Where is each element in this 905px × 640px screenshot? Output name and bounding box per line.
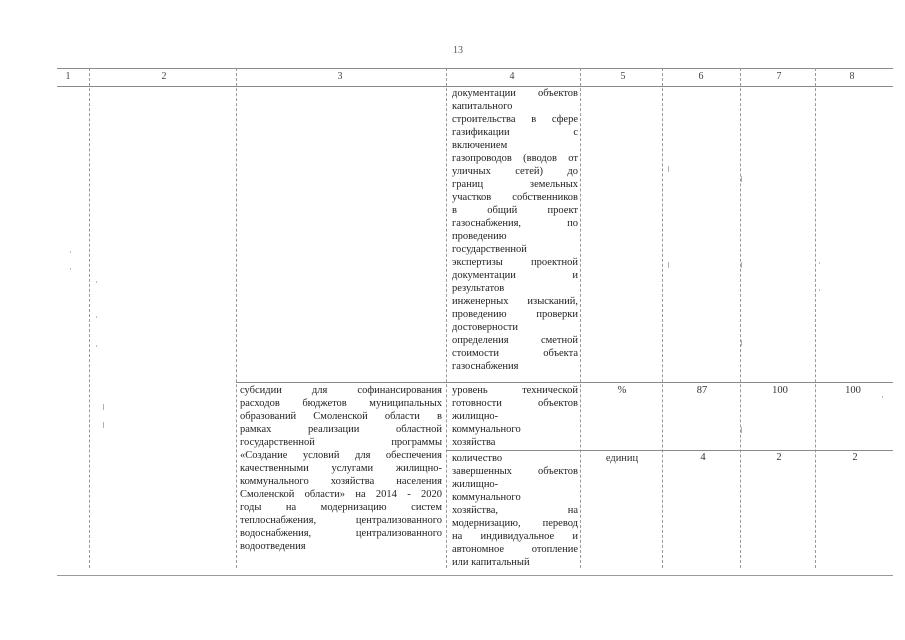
column-divider-1	[89, 68, 90, 568]
column-number-5: 5	[620, 71, 626, 82]
text-line: уровень технической	[452, 385, 578, 396]
text-line: хозяйства, на	[452, 505, 578, 516]
row2-col4-indicator	[452, 384, 578, 449]
text-line: определения сметной	[452, 335, 578, 346]
text-line: капитального	[452, 101, 513, 112]
row-divider-2	[446, 450, 893, 451]
text-line: проведению проверки	[452, 309, 578, 320]
column-number-7: 7	[776, 71, 782, 82]
row2-unit: %	[617, 385, 627, 396]
text-line: границ земельных	[452, 179, 578, 190]
column-divider-3	[446, 68, 447, 568]
text-line: документации объектов	[452, 88, 578, 99]
text-line: количество	[452, 453, 503, 464]
row3-col6-value: 4	[700, 452, 706, 463]
text-line: хозяйства	[452, 437, 496, 448]
text-line: в общий проект	[452, 205, 578, 216]
text-line: стоимости объекта	[452, 348, 578, 359]
text-line: или капитальный	[452, 557, 530, 568]
column-divider-5	[662, 68, 663, 568]
row3-unit: единиц	[605, 453, 639, 464]
text-line: государственной программы	[240, 437, 442, 448]
column-divider-6	[740, 68, 741, 568]
text-line: строительства в сфере	[452, 114, 578, 125]
row2-col8-value: 100	[845, 385, 861, 396]
text-line: готовности объектов	[452, 398, 578, 409]
row3-col8-value: 2	[852, 452, 858, 463]
text-line: рамках реализации областной	[240, 424, 442, 435]
column-number-2: 2	[161, 71, 167, 82]
text-line: государственной	[452, 244, 527, 255]
text-line: жилищно-	[452, 411, 499, 422]
row3-col4-indicator	[452, 452, 578, 569]
text-line: инженерных изысканий,	[452, 296, 578, 307]
column-number-4: 4	[509, 71, 515, 82]
text-line: уличных сетей) до	[452, 166, 578, 177]
text-line: теплоснабжения, централизованного	[240, 515, 442, 526]
text-line: образований Смоленской области в	[240, 411, 442, 422]
column-number-1: 1	[65, 71, 71, 82]
page-number: 13	[453, 45, 463, 56]
text-line: включением	[452, 140, 508, 151]
text-line: качественными услугами жилищно-	[240, 463, 442, 474]
text-line: результатов	[452, 283, 505, 294]
text-line: модернизацию, перевод	[452, 518, 578, 529]
column-number-8: 8	[849, 71, 855, 82]
text-line: водоотведения	[240, 541, 306, 552]
column-number-6: 6	[698, 71, 704, 82]
text-line: автономное отопление	[452, 544, 578, 555]
column-divider-4	[580, 68, 581, 568]
header-top-border	[57, 68, 893, 69]
text-line: проведению	[452, 231, 507, 242]
text-line: водоснабжения, централизованного	[240, 528, 442, 539]
row1-col4-description	[452, 87, 578, 373]
text-line: участков собственников	[452, 192, 578, 203]
column-divider-7	[815, 68, 816, 568]
text-line: годы на модернизацию систем	[240, 502, 442, 513]
text-line: коммунального	[452, 424, 521, 435]
column-number-3: 3	[337, 71, 343, 82]
column-divider-2	[236, 68, 237, 568]
text-line: субсидии для софинансирования	[240, 385, 442, 396]
text-line: жилищно-	[452, 479, 499, 490]
text-line: завершенных объектов	[452, 466, 578, 477]
text-line: на индивидуальное и	[452, 531, 578, 542]
text-line: расходов бюджетов муниципальных	[240, 398, 442, 409]
row2-col6-value: 87	[696, 385, 708, 396]
text-line: коммунального	[452, 492, 521, 503]
text-line: газоснабжения	[452, 361, 519, 372]
row2-col3-activity	[240, 384, 442, 553]
text-line: документации и	[452, 270, 578, 281]
text-line: экспертизы проектной	[452, 257, 578, 268]
row3-col7-value: 2	[776, 452, 782, 463]
text-line: газопроводов (вводов от	[452, 153, 578, 164]
text-line: достоверности	[452, 322, 519, 333]
row2-col7-value: 100	[772, 385, 788, 396]
text-line: газификации с	[452, 127, 578, 138]
text-line: Смоленской области» на 2014 - 2020	[240, 489, 442, 500]
table-bottom-border	[57, 575, 893, 576]
text-line: газоснабжения, по	[452, 218, 578, 229]
text-line: коммунального хозяйства населения	[240, 476, 442, 487]
text-line: «Создание условий для обеспечения	[240, 450, 442, 461]
row-divider-1	[236, 382, 893, 383]
